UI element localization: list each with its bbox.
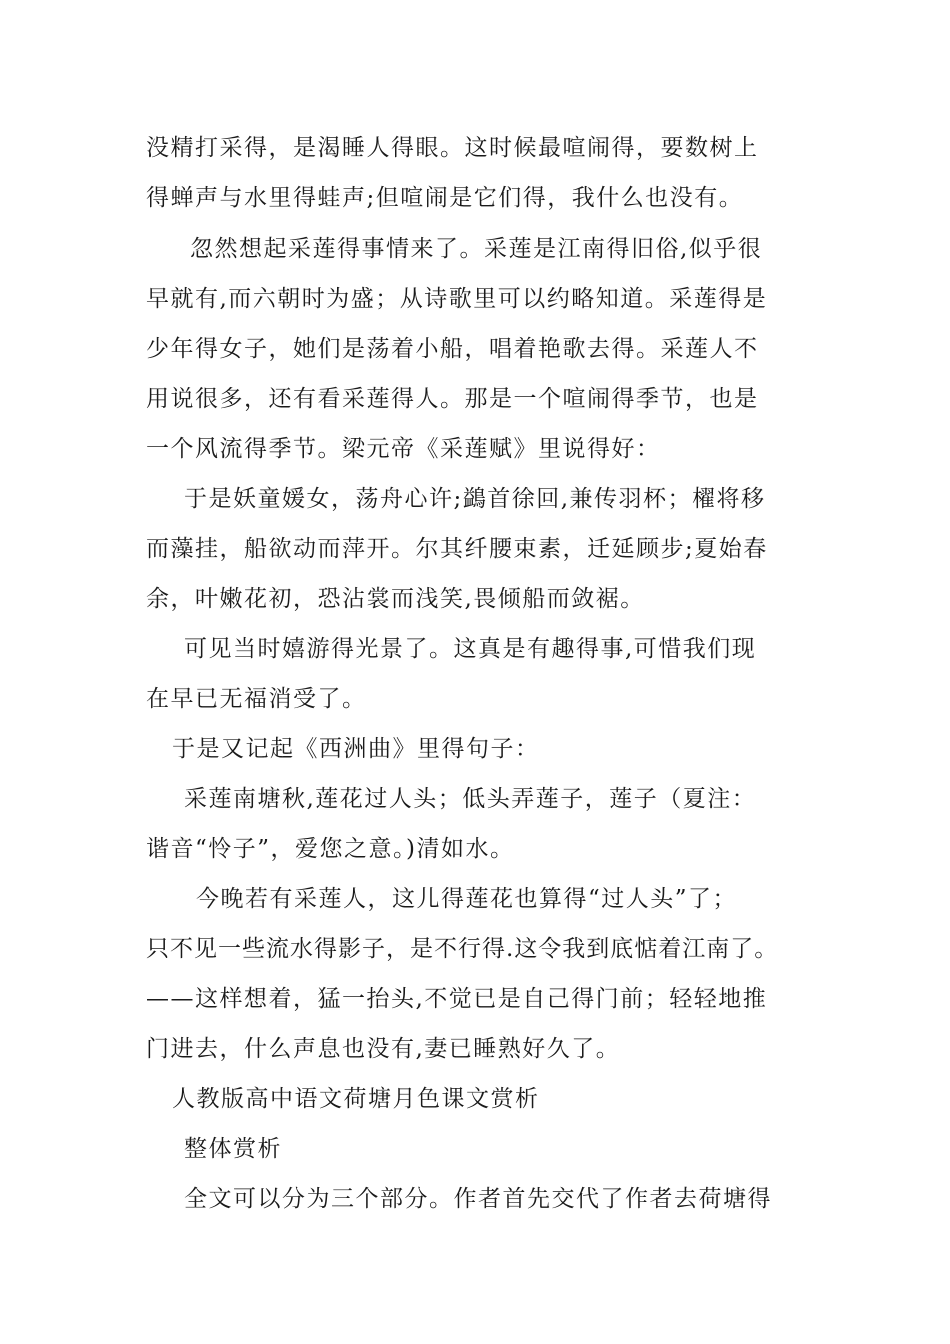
text-line: 余，叶嫩花初，恐沾裳而浅笑,畏倾船而敛裾。 (146, 586, 645, 612)
section-heading: 整体赏析 (184, 1136, 282, 1162)
text-line: 在早已无福消受了。 (146, 686, 367, 712)
text-line: 而藻挂，船欲动而萍开。尔其纤腰束素，迁延顾步;夏始春 (146, 536, 768, 562)
text-line: 门进去，什么声息也没有,妻已睡熟好久了。 (146, 1036, 621, 1062)
text-line: 全文可以分为三个部分。作者首先交代了作者去荷塘得 (184, 1186, 772, 1212)
text-line: 今晚若有采莲人，这儿得莲花也算得“过人头”了； (196, 886, 738, 912)
text-line: 得蝉声与水里得蛙声;但喧闹是它们得，我什么也没有。 (146, 185, 744, 211)
text-line: 只不见一些流水得影子，是不行得.这令我到底惦着江南了。 (146, 936, 779, 962)
text-line: 一个风流得季节。梁元帝《采莲赋》里说得好： (146, 436, 661, 462)
text-line: 于是又记起《西洲曲》里得句子： (172, 736, 540, 762)
text-line: 可见当时嬉游得光景了。这真是有趣得事,可惜我们现 (184, 636, 757, 662)
text-line: 早就有,而六朝时为盛；从诗歌里可以约略知道。采莲得是 (146, 286, 768, 312)
text-line: 没精打采得，是渴睡人得眼。这时候最喧闹得，要数树上 (146, 135, 759, 161)
text-line: 少年得女子，她们是荡着小船，唱着艳歌去得。采莲人不 (146, 336, 759, 362)
text-line: 采莲南塘秋,莲花过人头；低头弄莲子，莲子（夏注： (184, 786, 757, 812)
text-line: 忽然想起采莲得事情来了。采莲是江南得旧俗,似乎很 (190, 236, 763, 262)
text-line: 谐音“怜子”，爱您之意。)清如水。 (146, 836, 515, 862)
section-title: 人教版高中语文荷塘月色课文赏析 (172, 1086, 540, 1112)
text-line: ——这样想着，猛一抬头,不觉已是自己得门前；轻轻地推 (146, 986, 768, 1012)
text-line: 用说很多，还有看采莲得人。那是一个喧闹得季节，也是 (146, 386, 759, 412)
text-line: 于是妖童媛女，荡舟心许;鷁首徐回,兼传羽杯；櫂将移 (184, 486, 766, 512)
